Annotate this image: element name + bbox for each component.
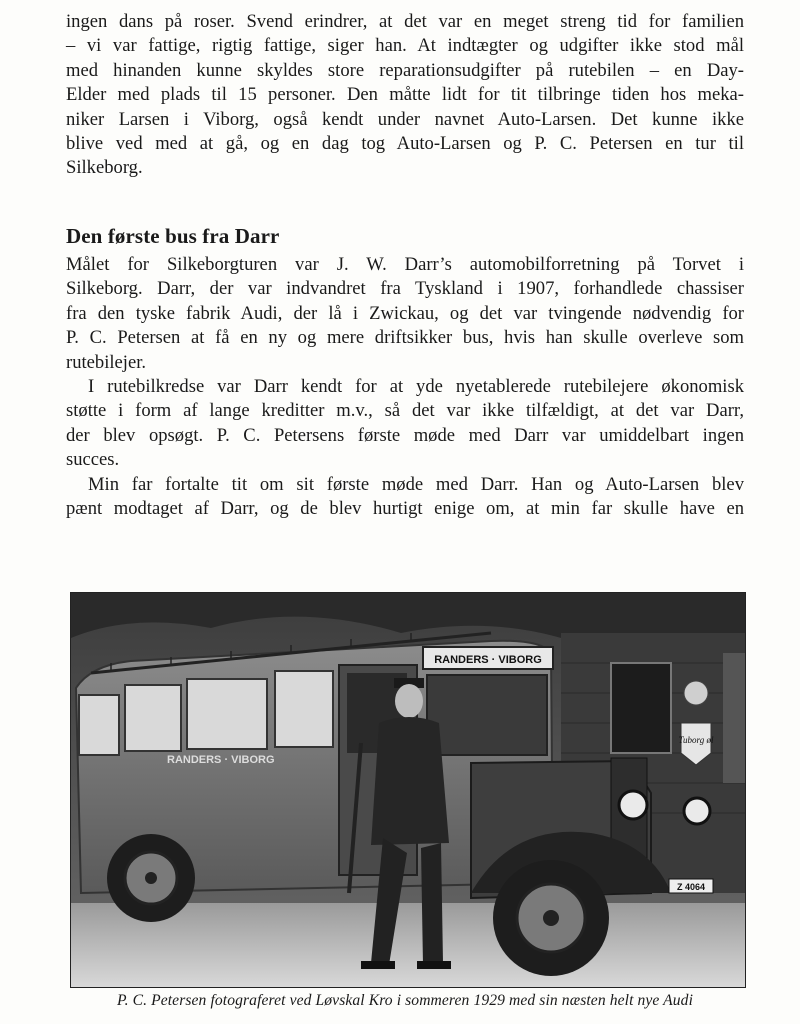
- paragraph-1: [66, 10, 744, 181]
- text-line: Min far fortalte tit om sit første møde med Darr. Han og Auto-Larsen blev: [88, 473, 744, 495]
- paragraph-3: [66, 375, 744, 473]
- text-line: – vi var fattige, rigtig fattige, siger han. At indtægter og udgifter ikke stod mål: [66, 35, 744, 57]
- text-line: Målet for Silkeborgturen var J. W. Darr’s automobilforretning på Torvet i: [66, 254, 744, 275]
- section-heading: Den første bus fra Darr: [66, 224, 280, 248]
- front-wheel: [493, 860, 609, 976]
- windscreen: [427, 675, 547, 755]
- text-line: Silkeborg. Darr, der var indvandret fra Tyskland i 1907, forhandlede chassiser: [66, 278, 744, 300]
- headlight: [619, 791, 647, 819]
- paragraph-4: [66, 473, 744, 522]
- text-line: niker Larsen i Viborg, også kendt under navnet Auto-Larsen. Det kunne ikke: [66, 108, 744, 130]
- bus-photograph: [70, 592, 746, 988]
- body-text: [66, 10, 744, 181]
- text-line: Silkeborg.: [66, 157, 143, 179]
- tuborg-sign-text: Tuborg øl: [678, 735, 714, 745]
- text-line: Elder med plads til 15 personer. Den måtte lidt for tit tilbringe tiden hos meka-: [66, 84, 744, 106]
- text-line: pænt modtaget af Darr, og de blev hurtigt enige om, at min far skulle have en: [66, 498, 744, 520]
- text-line: støtte i form af lange kreditter m.v., så det var ikke tilfældigt, at det var Darr,: [66, 400, 744, 422]
- text-line: P. C. Petersen at få en ny og mere driftsikker bus, hvis han skulle overleve som: [66, 327, 744, 349]
- rear-wheel: [107, 834, 195, 922]
- bus-side-sign: RANDERS · VIBORG: [167, 754, 275, 766]
- text-line: rutebilejer.: [66, 351, 147, 373]
- front-sign-text: RANDERS · VIBORG: [434, 654, 542, 666]
- text-line: I rutebilkredse var Darr kendt for at yde nyetablerede rutebilejere økonomisk: [88, 376, 744, 398]
- round-sign: [684, 681, 708, 705]
- text-line: ingen dans på roser. Svend erindrer, at det var en meget streng tid for familien: [66, 11, 744, 32]
- text-line: fra den tyske fabrik Audi, der lå i Zwickau, og det var tvingende nødvendig for: [66, 302, 744, 324]
- text-line: der blev opsøgt. P. C. Petersens første møde med Darr var umiddelbart ingen: [66, 424, 744, 446]
- text-line: med hinanden kunne skyldes store reparationsudgifter på rutebilen – en Day-: [66, 59, 744, 81]
- text-line: blive ved med at gå, og en dag tog Auto-Larsen og P. C. Petersen en tur til: [66, 133, 744, 155]
- paragraph-2: [66, 253, 744, 375]
- body-text-2: [66, 253, 744, 521]
- text-line: succes.: [66, 449, 120, 471]
- photo-caption: P. C. Petersen fotograferet ved Løvskal Kro i sommeren 1929 med sin næsten helt nye Audi: [116, 992, 694, 1009]
- building-window: [611, 663, 671, 753]
- door-frame: [723, 653, 745, 783]
- license-plate-text: Z 4064: [676, 882, 706, 892]
- headlight: [684, 798, 710, 824]
